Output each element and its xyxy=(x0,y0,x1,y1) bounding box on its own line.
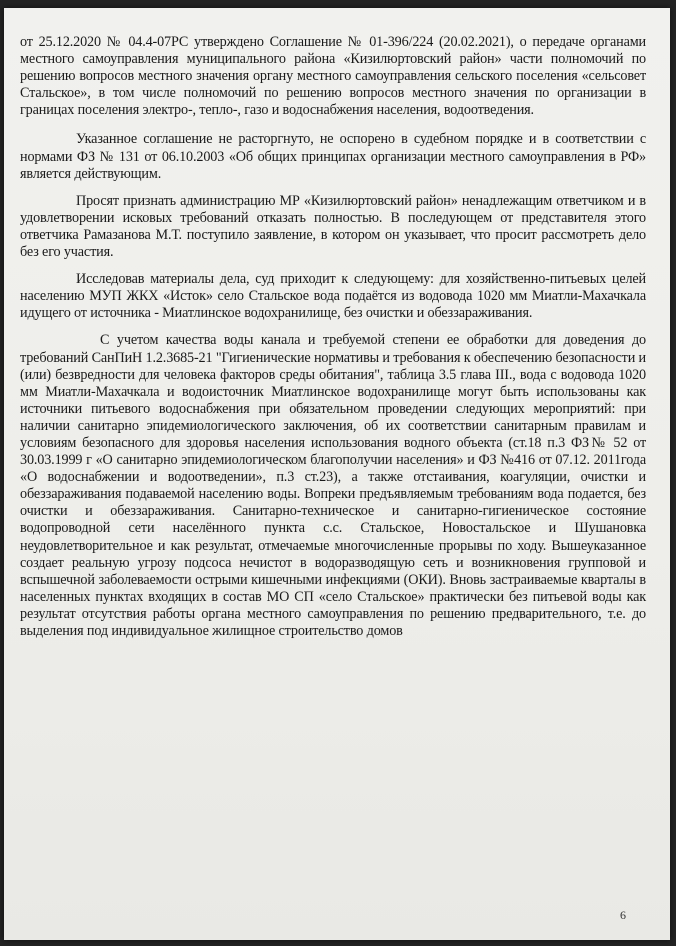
paragraph-improper-defendant: Просят признать администрацию МР «Кизилюртовский район» ненадлежащим ответчиком и в удовлетворении исковых требований отказать полностью. В последующем от представителя этого ответчика Рамазанова М.Т. поступило заявление, в котором он указывает, что просит рассмотреть дело без его участия. xyxy=(20,192,646,261)
paragraph-agreement-valid: Указанное соглашение не расторгнуто, не оспорено в судебном порядке и в соответствии с нормами ФЗ № 131 от 06.10.2003 «Об общих принципах организации местного самоуправления в РФ» является действующим. xyxy=(20,131,646,182)
document-body xyxy=(20,34,646,650)
paragraph-court-findings: Исследовав материалы дела, суд приходит к следующему: для хозяйственно-питьевых целей населению МУП ЖКХ «Исток» село Стальское вода подаётся из водовода 1020 мм Миатли-Махачкала идущего от источника - Миатлинское водохранилище, без очистки и обеззараживания. xyxy=(20,271,646,322)
paragraph-water-quality: С учетом качества воды канала и требуемой степени ее обработки для доведения до требований СанПиН 1.2.3685-21 "Гигиенические нормативы и требования к обеспечению безопасности и (или) безвредности для человека факторов среды обитания", таблица 3.5 глава III., вода с водовода 1020 мм Миатли-Махачкала и водоисточник Миатлинское водохранилище могут быть использованы как источники питьевого водоснабжения при обязательном проведении следующих мероприятий: при наличии санитарно эпидемиологического заключения, об их соответствии санитарным правилам и условиям безопасного для здоровья населения использования водного объекта (ст.18 п.3 ФЗ№ 52 от 30.03.1999 г «О санитарно эпидемиологическом благополучии населения» и ФЗ №416 от 07.12. 2011года «О водоснабжении и водоотведении», п.3 ст.23), а также отстаивания, коагуляции, очистки и обеззараживания подаваемой населению воды. Вопреки предъявляемым требованиям вода подается, без очистки и обеззараживания. Санитарно-техническое и санитарно-гигиеническое состояние водопроводной сети населённого пункта с.с. Стальское, Новостальское и Шушановка неудовлетворительное и как результат, отмечаемые многочисленные прорывы по ходу. Вышеуказанное создает реальную угрозу подсоса нечистот в водоразводящую сеть и возникновения групповой и вспышечной заболеваемости острыми кишечными инфекциями (ОКИ). Вновь застраиваемые кварталы в населенных пунктах входящих в состав МО СП «село Стальское» практически без питьевой воды как результат отсутствия работы органа местного самоуправления по решению предварительного, т.е. до выделения под индивидуальное жилищное строительство домов xyxy=(20,332,646,639)
document-page xyxy=(4,8,670,940)
page-number: 6 xyxy=(620,908,626,922)
paragraph-agreement: от 25.12.2020 № 04.4-07РС утверждено Соглашение № 01-396/224 (20.02.2021), о передаче органами местного самоуправления муниципального района «Кизилюртовский район» части полномочий по решению вопросов местного значения органу местного самоуправления сельского поселения «сельсовет Стальское», в том числе полномочий по решению вопросов местного значения по организации в границах поселения электро-, тепло-, газо и водоснабжения населения, водоотведения. xyxy=(20,34,646,119)
